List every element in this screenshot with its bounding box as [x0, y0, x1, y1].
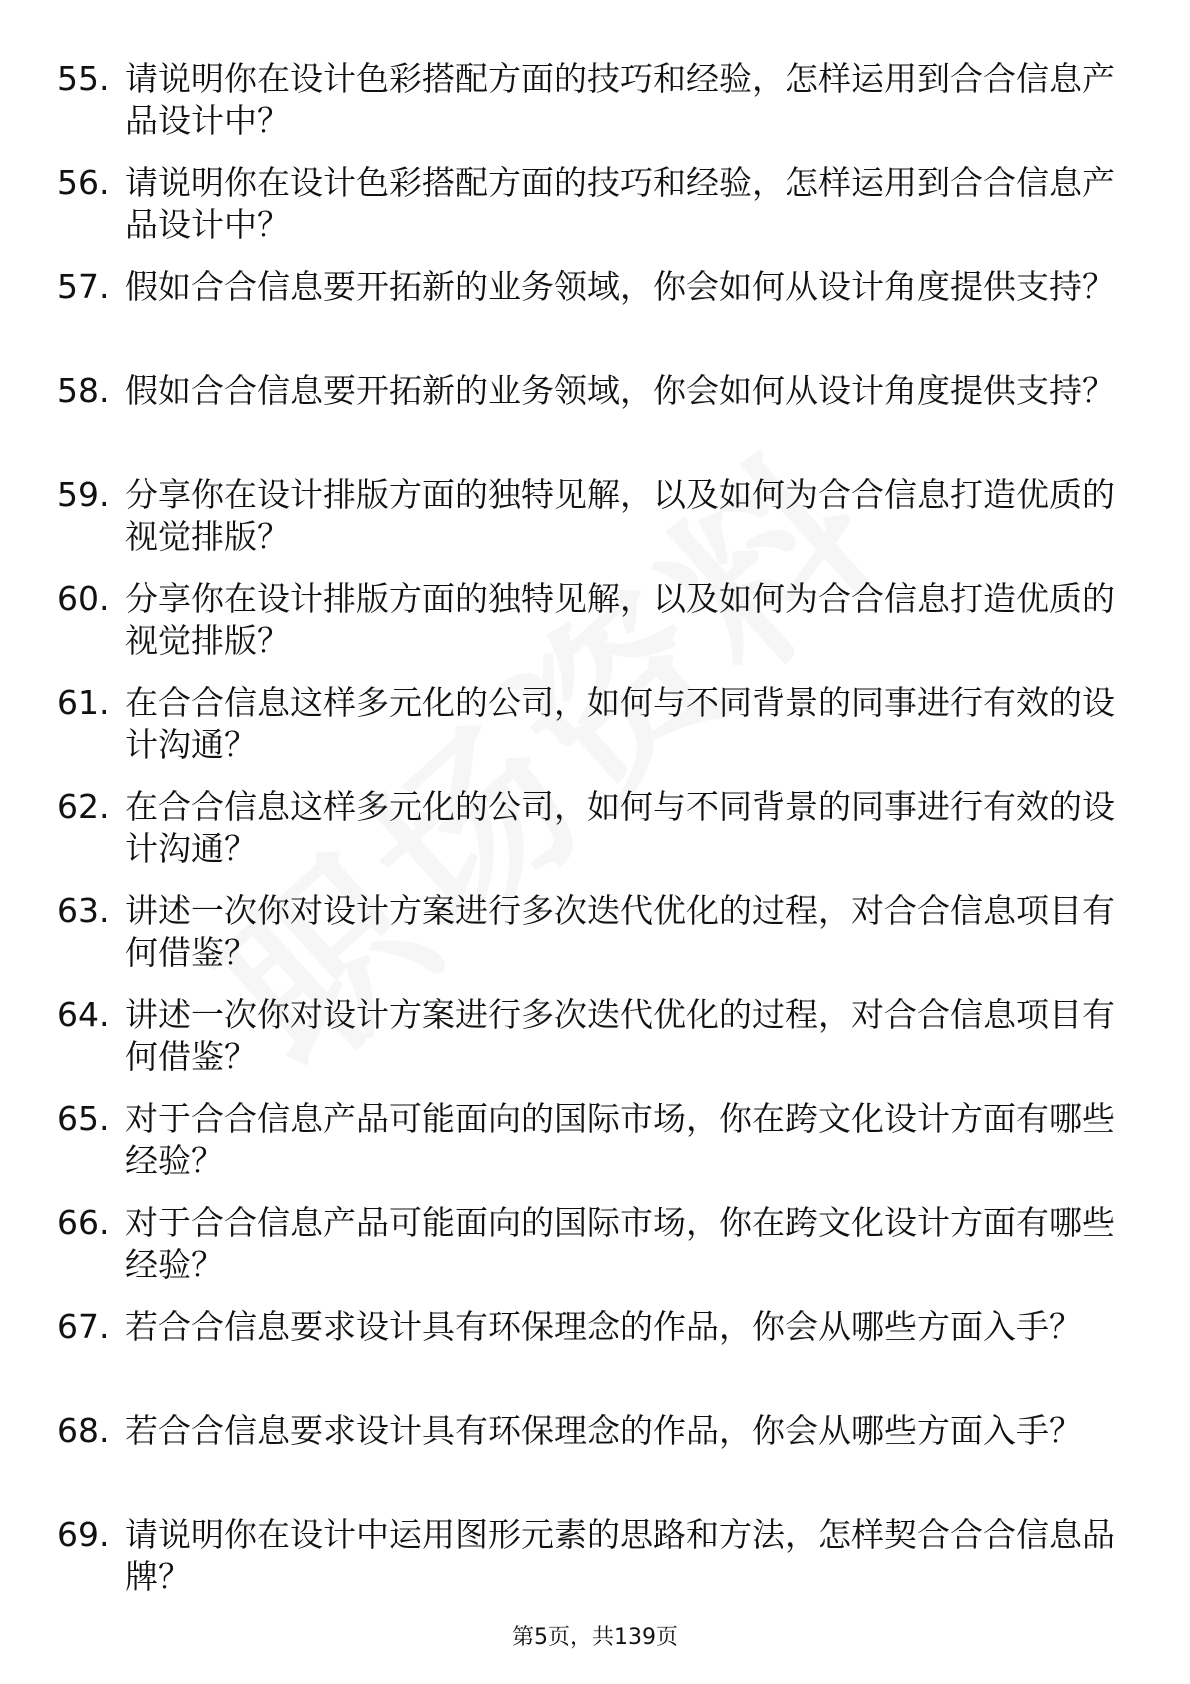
- question-item: [0, 1098, 1190, 1202]
- question-item: [0, 1514, 1190, 1618]
- question-number: 60.: [57, 579, 110, 618]
- question-number: 58.: [57, 371, 110, 410]
- question-number: 69.: [57, 1515, 110, 1554]
- question-number: 61.: [57, 683, 110, 722]
- question-text: 若合合信息要求设计具有环保理念的作品，你会从哪些方面入手？: [125, 1307, 1082, 1346]
- question-number: 64.: [57, 995, 110, 1034]
- question-number: 66.: [57, 1203, 110, 1242]
- question-list: [0, 58, 1190, 1618]
- question-text: 请说明你在设计色彩搭配方面的技巧和经验，怎样运用到合合信息产品设计中？: [125, 59, 1115, 140]
- question-item: [0, 58, 1190, 162]
- question-text: 讲述一次你对设计方案进行多次迭代优化的过程，对合合信息项目有何借鉴？: [125, 995, 1115, 1076]
- question-item: [0, 786, 1190, 890]
- question-number: 67.: [57, 1307, 110, 1346]
- question-text: 分享你在设计排版方面的独特见解，以及如何为合合信息打造优质的视觉排版？: [125, 475, 1115, 556]
- question-text: 分享你在设计排版方面的独特见解，以及如何为合合信息打造优质的视觉排版？: [125, 579, 1115, 660]
- question-item: [0, 474, 1190, 578]
- question-number: 62.: [57, 787, 110, 826]
- question-item: [0, 1306, 1190, 1410]
- question-text: 请说明你在设计中运用图形元素的思路和方法，怎样契合合合信息品牌？: [125, 1515, 1115, 1596]
- question-number: 56.: [57, 163, 110, 202]
- question-item: [0, 994, 1190, 1098]
- question-item: [0, 682, 1190, 786]
- question-text: 讲述一次你对设计方案进行多次迭代优化的过程，对合合信息项目有何借鉴？: [125, 891, 1115, 972]
- page-footer: [0, 1624, 1190, 1652]
- question-item: [0, 890, 1190, 994]
- question-text: 对于合合信息产品可能面向的国际市场，你在跨文化设计方面有哪些经验？: [125, 1099, 1115, 1180]
- question-text: 请说明你在设计色彩搭配方面的技巧和经验，怎样运用到合合信息产品设计中？: [125, 163, 1115, 244]
- question-text: 对于合合信息产品可能面向的国际市场，你在跨文化设计方面有哪些经验？: [125, 1203, 1115, 1284]
- question-number: 55.: [57, 59, 110, 98]
- question-number: 68.: [57, 1411, 110, 1450]
- question-text: 若合合信息要求设计具有环保理念的作品，你会从哪些方面入手？: [125, 1411, 1082, 1450]
- question-text: 假如合合信息要开拓新的业务领域，你会如何从设计角度提供支持？: [125, 371, 1115, 410]
- question-number: 57.: [57, 267, 110, 306]
- question-number: 59.: [57, 475, 110, 514]
- question-text: 假如合合信息要开拓新的业务领域，你会如何从设计角度提供支持？: [125, 267, 1115, 306]
- question-number: 65.: [57, 1099, 110, 1138]
- question-item: [0, 370, 1190, 474]
- question-item: [0, 1202, 1190, 1306]
- question-item: [0, 578, 1190, 682]
- question-number: 63.: [57, 891, 110, 930]
- page-number-label: 第5页，共139页: [512, 1625, 678, 1650]
- question-item: [0, 1410, 1190, 1514]
- question-text: 在合合信息这样多元化的公司，如何与不同背景的同事进行有效的设计沟通？: [125, 787, 1115, 868]
- question-item: [0, 266, 1190, 370]
- question-item: [0, 162, 1190, 266]
- question-text: 在合合信息这样多元化的公司，如何与不同背景的同事进行有效的设计沟通？: [125, 683, 1115, 764]
